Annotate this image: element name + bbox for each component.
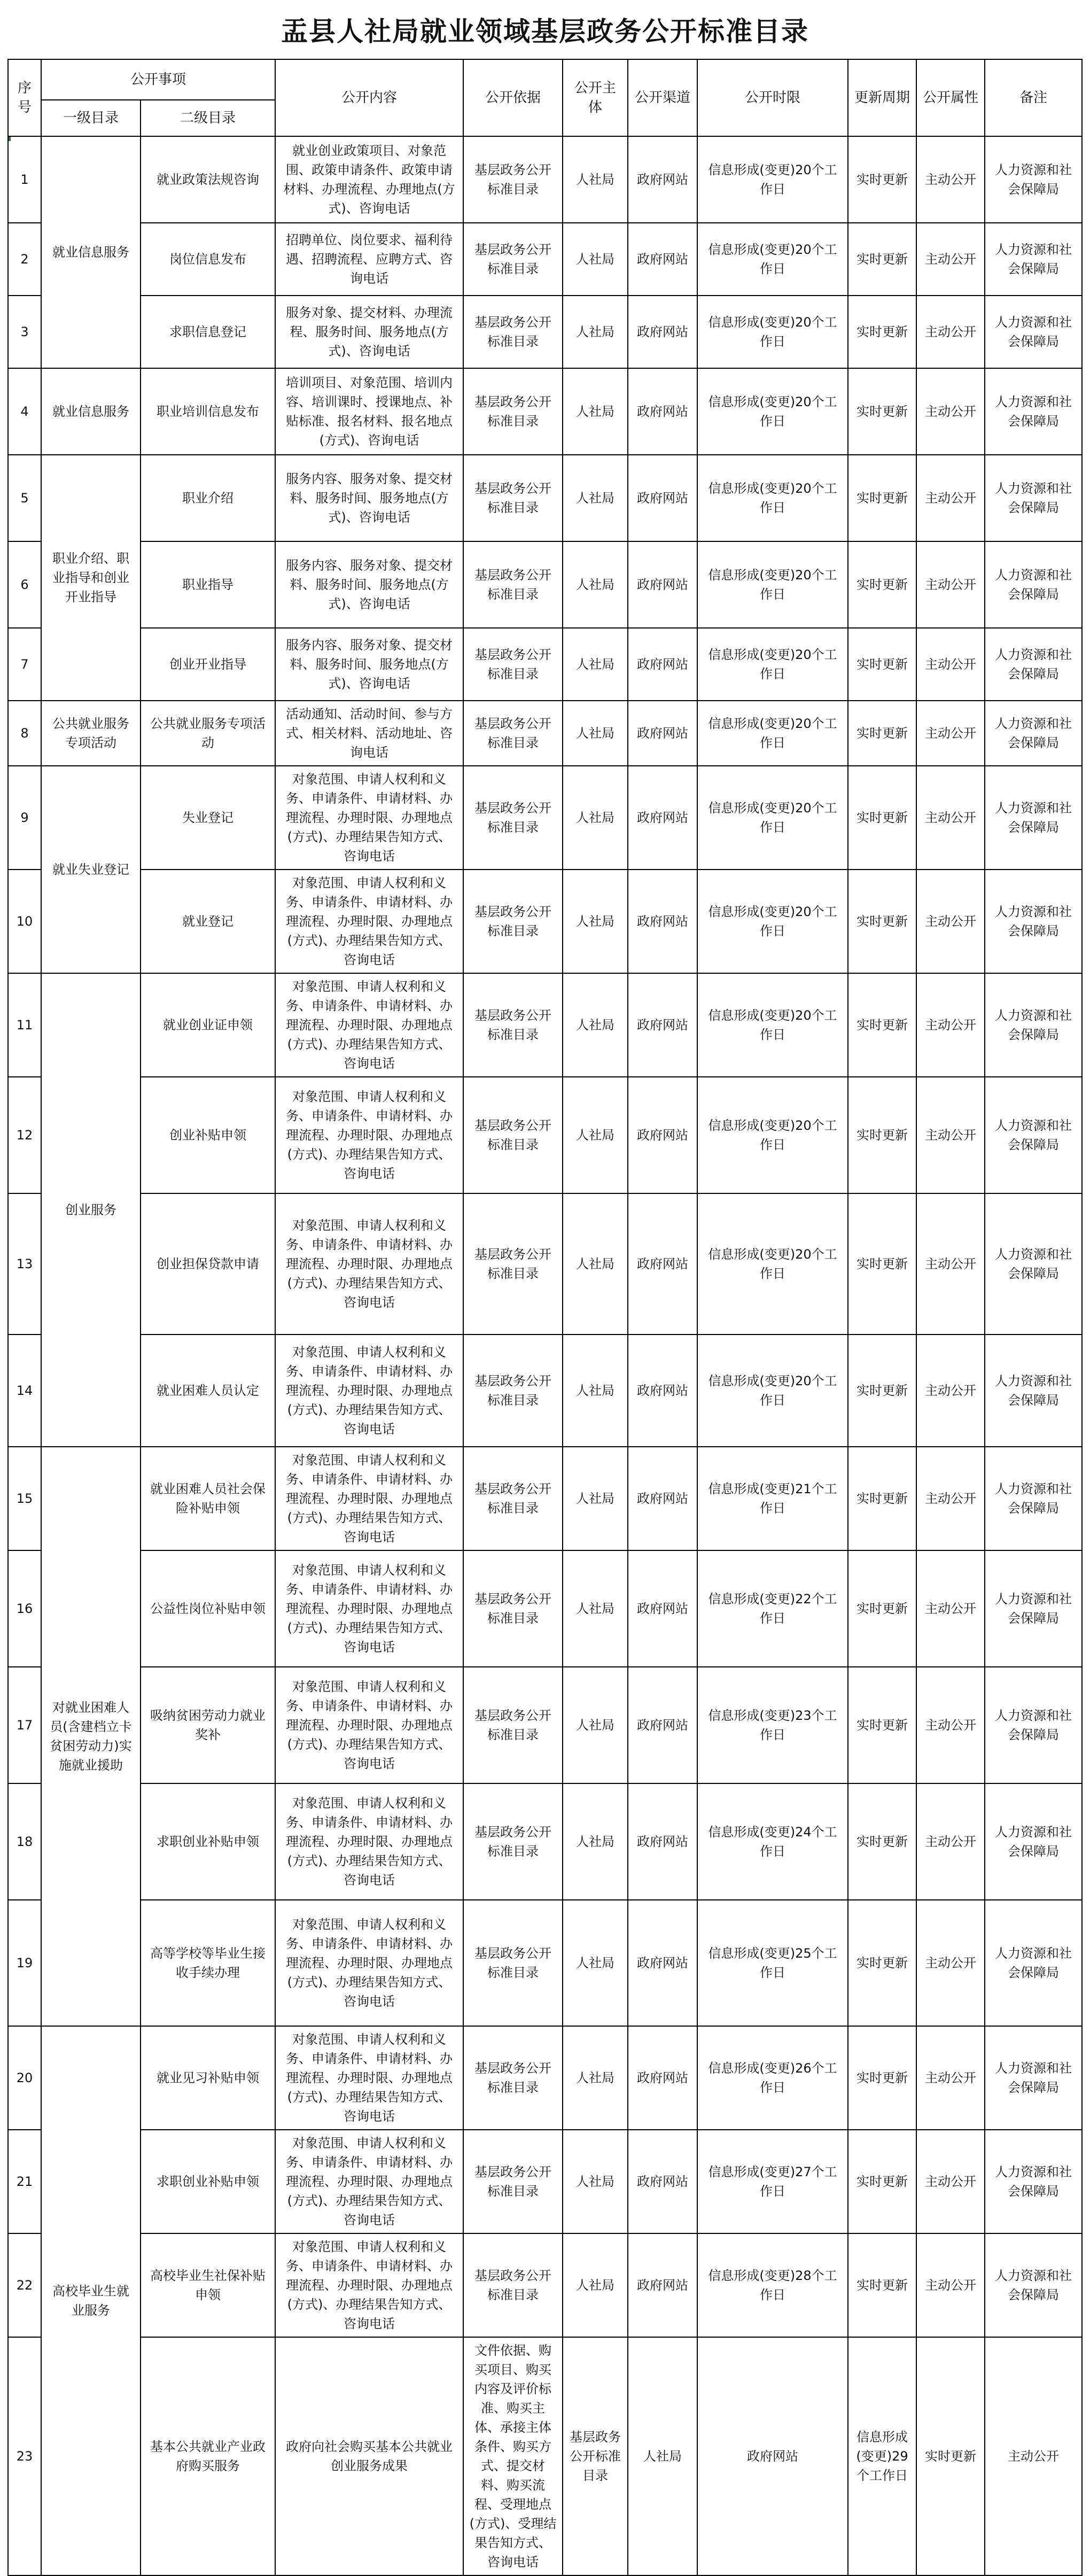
content-cell: 对象范围、申请人权利和义务、申请条件、申请材料、办理流程、办理时限、办理地点(方式)、办理结果告知方式、咨询电话 bbox=[275, 2130, 463, 2233]
seq-cell: 7 bbox=[8, 628, 41, 701]
attr-cell: 主动公开 bbox=[916, 1334, 985, 1447]
seq-cell: 6 bbox=[8, 541, 41, 628]
content-cell: 对象范围、申请人权利和义务、申请条件、申请材料、办理流程、办理时限、办理地点(方式)、办理结果告知方式、咨询电话 bbox=[275, 1193, 463, 1334]
level2-cell: 吸纳贫困劳动力就业奖补 bbox=[141, 1667, 275, 1783]
attr-cell: 主动公开 bbox=[916, 1783, 985, 1900]
attr-cell: 主动公开 bbox=[916, 2026, 985, 2130]
attr-cell: 主动公开 bbox=[916, 541, 985, 628]
seq-cell: 9 bbox=[8, 766, 41, 870]
level2-cell: 失业登记 bbox=[141, 766, 275, 870]
timelimit-cell: 信息形成(变更)20个工作日 bbox=[697, 296, 848, 368]
channel-cell: 政府网站 bbox=[628, 870, 697, 973]
timelimit-cell: 信息形成(变更)25个工作日 bbox=[697, 1900, 848, 2026]
attr-cell: 主动公开 bbox=[916, 1667, 985, 1783]
basis-cell: 基层政务公开标准目录 bbox=[463, 368, 563, 455]
level2-cell: 公共就业服务专项活动 bbox=[141, 701, 275, 766]
cycle-cell: 实时更新 bbox=[848, 136, 916, 223]
content-cell: 服务内容、服务对象、提交材料、服务时间、服务地点(方式)、咨询电话 bbox=[275, 541, 463, 628]
header-timelimit: 公开时限 bbox=[697, 59, 848, 136]
note-cell: 人力资源和社会保障局 bbox=[985, 541, 1082, 628]
seq-cell: 20 bbox=[8, 2026, 41, 2130]
note-cell: 人力资源和社会保障局 bbox=[985, 1077, 1082, 1193]
seq-cell: 23 bbox=[8, 2337, 41, 2575]
header-channel: 公开渠道 bbox=[628, 59, 697, 136]
table-row bbox=[8, 1077, 1082, 1193]
seq-cell: 14 bbox=[8, 1334, 41, 1447]
basis-cell: 基层政务公开标准目录 bbox=[463, 973, 563, 1077]
note-cell: 人力资源和社会保障局 bbox=[985, 2026, 1082, 2130]
channel-cell: 政府网站 bbox=[628, 973, 697, 1077]
table-row bbox=[8, 1334, 1082, 1447]
basis-cell: 基层政务公开标准目录 bbox=[463, 223, 563, 296]
table-row bbox=[8, 870, 1082, 973]
channel-cell: 政府网站 bbox=[628, 296, 697, 368]
cycle-cell: 实时更新 bbox=[848, 296, 916, 368]
content-cell: 对象范围、申请人权利和义务、申请条件、申请材料、办理流程、办理时限、办理地点(方式)、办理结果告知方式、咨询电话 bbox=[275, 2026, 463, 2130]
table-row bbox=[8, 1667, 1082, 1783]
basis-cell: 基层政务公开标准目录 bbox=[463, 1447, 563, 1550]
content-cell: 对象范围、申请人权利和义务、申请条件、申请材料、办理流程、办理时限、办理地点(方式)、办理结果告知方式、咨询电话 bbox=[275, 1783, 463, 1900]
content-cell: 对象范围、申请人权利和义务、申请条件、申请材料、办理流程、办理时限、办理地点(方式)、办理结果告知方式、咨询电话 bbox=[275, 1447, 463, 1550]
note-cell: 人力资源和社会保障局 bbox=[985, 1783, 1082, 1900]
timelimit-cell: 信息形成(变更)20个工作日 bbox=[697, 1193, 848, 1334]
attr-cell: 主动公开 bbox=[916, 1550, 985, 1667]
subject-cell: 人社局 bbox=[563, 766, 628, 870]
attr-cell: 主动公开 bbox=[916, 223, 985, 296]
header-items: 公开事项 bbox=[41, 59, 275, 100]
content-cell: 对象范围、申请人权利和义务、申请条件、申请材料、办理流程、办理时限、办理地点(方式)、办理结果告知方式、咨询电话 bbox=[275, 973, 463, 1077]
subject-cell: 人社局 bbox=[563, 1900, 628, 2026]
content-cell: 对象范围、申请人权利和义务、申请条件、申请材料、办理流程、办理时限、办理地点(方式)、办理结果告知方式、咨询电话 bbox=[275, 1667, 463, 1783]
level2-cell: 职业指导 bbox=[141, 541, 275, 628]
attr-cell: 主动公开 bbox=[916, 1193, 985, 1334]
cycle-cell: 实时更新 bbox=[848, 368, 916, 455]
level2-cell: 就业创业证申领 bbox=[141, 973, 275, 1077]
attr-cell: 主动公开 bbox=[916, 296, 985, 368]
header-level2: 二级目录 bbox=[141, 100, 275, 136]
channel-cell: 政府网站 bbox=[628, 701, 697, 766]
level2-cell: 公益性岗位补贴申领 bbox=[141, 1550, 275, 1667]
note-cell: 人力资源和社会保障局 bbox=[985, 628, 1082, 701]
note-cell: 人力资源和社会保障局 bbox=[985, 1447, 1082, 1550]
subject-cell: 人社局 bbox=[563, 455, 628, 541]
cycle-cell: 实时更新 bbox=[848, 223, 916, 296]
attr-cell: 主动公开 bbox=[916, 368, 985, 455]
header-row-1 bbox=[8, 59, 1082, 100]
header-cycle: 更新周期 bbox=[848, 59, 916, 136]
note-cell: 人力资源和社会保障局 bbox=[985, 455, 1082, 541]
table-row bbox=[8, 541, 1082, 628]
note-cell: 人力资源和社会保障局 bbox=[985, 136, 1082, 223]
basis-cell: 基层政务公开标准目录 bbox=[463, 1077, 563, 1193]
level1-cell: 就业信息服务 bbox=[41, 136, 141, 368]
content-cell: 对象范围、申请人权利和义务、申请条件、申请材料、办理流程、办理时限、办理地点(方式)、办理结果告知方式、咨询电话 bbox=[275, 1900, 463, 2026]
cycle-cell: 实时更新 bbox=[848, 1447, 916, 1550]
seq-cell: 2 bbox=[8, 223, 41, 296]
subject-cell: 人社局 bbox=[563, 2130, 628, 2233]
cycle-cell: 实时更新 bbox=[848, 455, 916, 541]
cycle-cell: 实时更新 bbox=[848, 628, 916, 701]
seq-cell: 19 bbox=[8, 1900, 41, 2026]
level1-cell: 创业服务 bbox=[41, 973, 141, 1447]
timelimit-cell: 信息形成(变更)20个工作日 bbox=[697, 1077, 848, 1193]
cycle-cell: 实时更新 bbox=[848, 973, 916, 1077]
timelimit-cell: 信息形成(变更)20个工作日 bbox=[697, 870, 848, 973]
attr-cell: 主动公开 bbox=[985, 2337, 1082, 2575]
content-cell: 对象范围、申请人权利和义务、申请条件、申请材料、办理流程、办理时限、办理地点(方式)、办理结果告知方式、咨询电话 bbox=[275, 870, 463, 973]
note-cell: 人力资源和社会保障局 bbox=[985, 368, 1082, 455]
subject-cell: 人社局 bbox=[563, 1193, 628, 1334]
channel-cell: 政府网站 bbox=[628, 1667, 697, 1783]
subject-cell: 人社局 bbox=[563, 973, 628, 1077]
subject-cell: 人社局 bbox=[563, 1783, 628, 1900]
note-cell: 人力资源和社会保障局 bbox=[985, 296, 1082, 368]
cycle-cell: 实时更新 bbox=[848, 766, 916, 870]
cycle-cell: 实时更新 bbox=[848, 2026, 916, 2130]
cycle-cell: 实时更新 bbox=[848, 870, 916, 973]
basis-cell: 基层政务公开标准目录 bbox=[463, 2233, 563, 2337]
cycle-cell: 实时更新 bbox=[848, 1783, 916, 1900]
header-note: 备注 bbox=[985, 59, 1082, 136]
content-cell: 对象范围、申请人权利和义务、申请条件、申请材料、办理流程、办理时限、办理地点(方式)、办理结果告知方式、咨询电话 bbox=[275, 1334, 463, 1447]
channel-cell: 政府网站 bbox=[628, 1077, 697, 1193]
table-row bbox=[8, 2130, 1082, 2233]
content-cell: 服务内容、服务对象、提交材料、服务时间、服务地点(方式)、咨询电话 bbox=[275, 628, 463, 701]
table-row bbox=[8, 766, 1082, 870]
attr-cell: 主动公开 bbox=[916, 1447, 985, 1550]
level2-cell: 求职创业补贴申领 bbox=[141, 1783, 275, 1900]
table-row bbox=[8, 296, 1082, 368]
subject-cell: 人社局 bbox=[563, 296, 628, 368]
table-body bbox=[8, 136, 1082, 2575]
basis-cell: 基层政务公开标准目录 bbox=[463, 701, 563, 766]
seq-cell: 3 bbox=[8, 296, 41, 368]
basis-cell: 基层政务公开标准目录 bbox=[463, 870, 563, 973]
basis-cell: 基层政务公开标准目录 bbox=[463, 541, 563, 628]
note-cell: 人力资源和社会保障局 bbox=[985, 1193, 1082, 1334]
level2-cell: 求职信息登记 bbox=[141, 296, 275, 368]
basis-cell: 基层政务公开标准目录 bbox=[463, 1783, 563, 1900]
level2-cell: 就业见习补贴申领 bbox=[141, 2026, 275, 2130]
seq-cell: 4 bbox=[8, 368, 41, 455]
content-cell: 对象范围、申请人权利和义务、申请条件、申请材料、办理流程、办理时限、办理地点(方式)、办理结果告知方式、咨询电话 bbox=[275, 1077, 463, 1193]
attr-cell: 主动公开 bbox=[916, 136, 985, 223]
subject-cell: 人社局 bbox=[563, 223, 628, 296]
attr-cell: 主动公开 bbox=[916, 973, 985, 1077]
seq-cell: 22 bbox=[8, 2233, 41, 2337]
channel-cell: 政府网站 bbox=[628, 2233, 697, 2337]
attr-cell: 主动公开 bbox=[916, 455, 985, 541]
subject-cell: 人社局 bbox=[563, 628, 628, 701]
seq-cell: 21 bbox=[8, 2130, 41, 2233]
timelimit-cell: 信息形成(变更)20个工作日 bbox=[697, 973, 848, 1077]
content-cell: 对象范围、申请人权利和义务、申请条件、申请材料、办理流程、办理时限、办理地点(方式)、办理结果告知方式、咨询电话 bbox=[275, 766, 463, 870]
level2-cell: 就业困难人员社会保险补贴申领 bbox=[141, 1447, 275, 1550]
seq-cell: 17 bbox=[8, 1667, 41, 1783]
seq-cell: 12 bbox=[8, 1077, 41, 1193]
table-row bbox=[8, 368, 1082, 455]
attr-cell: 主动公开 bbox=[916, 1900, 985, 2026]
subject-cell: 人社局 bbox=[563, 701, 628, 766]
level2-cell: 岗位信息发布 bbox=[141, 223, 275, 296]
table-row bbox=[8, 1783, 1082, 1900]
table-row bbox=[8, 2337, 1082, 2575]
table-row bbox=[8, 1550, 1082, 1667]
subject-cell: 人社局 bbox=[563, 2026, 628, 2130]
attr-cell: 主动公开 bbox=[916, 701, 985, 766]
seq-cell: 15 bbox=[8, 1447, 41, 1550]
subject-cell: 人社局 bbox=[563, 2233, 628, 2337]
timelimit-cell: 信息形成(变更)28个工作日 bbox=[697, 2233, 848, 2337]
timelimit-cell: 信息形成(变更)29个工作日 bbox=[848, 2337, 916, 2575]
header-basis: 公开依据 bbox=[463, 59, 563, 136]
table-row bbox=[8, 701, 1082, 766]
content-cell: 文件依据、购买项目、购买内容及评价标准、购买主体、承接主体条件、购买方式、提交材料、购买流程、受理地点(方式)、受理结果告知方式、咨询电话 bbox=[463, 2337, 563, 2575]
header-content: 公开内容 bbox=[275, 59, 463, 136]
cycle-cell: 实时更新 bbox=[848, 2130, 916, 2233]
content-cell: 对象范围、申请人权利和义务、申请条件、申请材料、办理流程、办理时限、办理地点(方式)、办理结果告知方式、咨询电话 bbox=[275, 2233, 463, 2337]
table-row bbox=[8, 136, 1082, 223]
basis-cell: 基层政务公开标准目录 bbox=[463, 2130, 563, 2233]
header-level1: 一级目录 bbox=[41, 100, 141, 136]
channel-cell: 政府网站 bbox=[628, 455, 697, 541]
level2-cell: 职业培训信息发布 bbox=[141, 368, 275, 455]
content-cell: 招聘单位、岗位要求、福利待遇、招聘流程、应聘方式、咨询电话 bbox=[275, 223, 463, 296]
seq-cell: 8 bbox=[8, 701, 41, 766]
timelimit-cell: 信息形成(变更)20个工作日 bbox=[697, 136, 848, 223]
level2-cell: 创业担保贷款申请 bbox=[141, 1193, 275, 1334]
note-cell: 人力资源和社会保障局 bbox=[985, 2130, 1082, 2233]
level1-cell: 高校毕业生就业服务 bbox=[41, 2026, 141, 2575]
channel-cell: 政府网站 bbox=[628, 1550, 697, 1667]
seq-cell: 1 bbox=[8, 136, 41, 223]
subject-cell: 人社局 bbox=[563, 541, 628, 628]
attr-cell: 主动公开 bbox=[916, 766, 985, 870]
table-row bbox=[8, 1900, 1082, 2026]
basis-cell: 基层政务公开标准目录 bbox=[463, 455, 563, 541]
table-row bbox=[8, 1447, 1082, 1550]
cycle-cell: 实时更新 bbox=[848, 541, 916, 628]
level2-cell: 就业困难人员认定 bbox=[141, 1334, 275, 1447]
basis-cell: 基层政务公开标准目录 bbox=[463, 1334, 563, 1447]
disclosure-table bbox=[7, 59, 1083, 2576]
basis-cell: 基层政务公开标准目录 bbox=[463, 2026, 563, 2130]
channel-cell: 政府网站 bbox=[628, 2130, 697, 2233]
timelimit-cell: 信息形成(变更)20个工作日 bbox=[697, 455, 848, 541]
level2-cell: 创业补贴申领 bbox=[141, 1077, 275, 1193]
seq-cell: 16 bbox=[8, 1550, 41, 1667]
level1-cell: 公共就业服务专项活动 bbox=[41, 701, 141, 766]
content-cell: 对象范围、申请人权利和义务、申请条件、申请材料、办理流程、办理时限、办理地点(方式)、办理结果告知方式、咨询电话 bbox=[275, 1550, 463, 1667]
seq-cell: 13 bbox=[8, 1193, 41, 1334]
cycle-cell: 实时更新 bbox=[848, 1550, 916, 1667]
note-cell: 人力资源和社会保障局 bbox=[985, 1667, 1082, 1783]
level1-cell: 基本公共就业产业政府购买服务 bbox=[141, 2337, 275, 2575]
level2-cell: 高校毕业生社保补贴申领 bbox=[141, 2233, 275, 2337]
cycle-cell: 实时更新 bbox=[848, 1900, 916, 2026]
level1-cell: 就业失业登记 bbox=[41, 766, 141, 973]
level2-cell: 政府向社会购买基本公共就业创业服务成果 bbox=[275, 2337, 463, 2575]
basis-cell: 基层政务公开标准目录 bbox=[463, 136, 563, 223]
channel-cell: 政府网站 bbox=[697, 2337, 848, 2575]
content-cell: 培训项目、对象范围、培训内容、培训课时、授课地点、补贴标准、报名材料、报名地点(方式)、咨询电话 bbox=[275, 368, 463, 455]
note-cell: 人力资源和社会保障局 bbox=[985, 766, 1082, 870]
channel-cell: 政府网站 bbox=[628, 1193, 697, 1334]
header-subject: 公开主体 bbox=[563, 59, 628, 136]
attr-cell: 主动公开 bbox=[916, 870, 985, 973]
cycle-cell: 实时更新 bbox=[848, 701, 916, 766]
timelimit-cell: 信息形成(变更)27个工作日 bbox=[697, 2130, 848, 2233]
level2-cell: 高等学校等毕业生接收手续办理 bbox=[141, 1900, 275, 2026]
content-cell: 就业创业政策项目、对象范围、政策申请条件、政策申请材料、办理流程、办理地点(方式)、咨询电话 bbox=[275, 136, 463, 223]
content-cell: 服务内容、服务对象、提交材料、服务时间、服务地点(方式)、咨询电话 bbox=[275, 455, 463, 541]
note-cell: 人力资源和社会保障局 bbox=[985, 1334, 1082, 1447]
timelimit-cell: 信息形成(变更)24个工作日 bbox=[697, 1783, 848, 1900]
subject-cell: 人社局 bbox=[563, 368, 628, 455]
cycle-cell: 实时更新 bbox=[848, 2233, 916, 2337]
document-title: 盂县人社局就业领域基层政务公开标准目录 bbox=[281, 15, 809, 47]
subject-cell: 人社局 bbox=[563, 136, 628, 223]
basis-cell: 基层政务公开标准目录 bbox=[563, 2337, 628, 2575]
attr-cell: 主动公开 bbox=[916, 2130, 985, 2233]
timelimit-cell: 信息形成(变更)26个工作日 bbox=[697, 2026, 848, 2130]
table-row bbox=[8, 628, 1082, 701]
level2-cell: 创业开业指导 bbox=[141, 628, 275, 701]
subject-cell: 人社局 bbox=[563, 870, 628, 973]
channel-cell: 政府网站 bbox=[628, 223, 697, 296]
timelimit-cell: 信息形成(变更)22个工作日 bbox=[697, 1550, 848, 1667]
channel-cell: 政府网站 bbox=[628, 2026, 697, 2130]
table-row bbox=[8, 973, 1082, 1077]
level2-cell: 就业政策法规咨询 bbox=[141, 136, 275, 223]
timelimit-cell: 信息形成(变更)21个工作日 bbox=[697, 1447, 848, 1550]
table-row bbox=[8, 2233, 1082, 2337]
subject-cell: 人社局 bbox=[563, 1334, 628, 1447]
timelimit-cell: 信息形成(变更)20个工作日 bbox=[697, 1334, 848, 1447]
subject-cell: 人社局 bbox=[563, 1667, 628, 1783]
note-cell: 人力资源和社会保障局 bbox=[985, 870, 1082, 973]
level2-cell: 职业介绍 bbox=[141, 455, 275, 541]
attr-cell: 主动公开 bbox=[916, 628, 985, 701]
timelimit-cell: 信息形成(变更)20个工作日 bbox=[697, 628, 848, 701]
subject-cell: 人社局 bbox=[563, 1077, 628, 1193]
cycle-cell: 实时更新 bbox=[916, 2337, 985, 2575]
seq-cell: 11 bbox=[8, 973, 41, 1077]
basis-cell: 基层政务公开标准目录 bbox=[463, 1900, 563, 2026]
cycle-cell: 实时更新 bbox=[848, 1667, 916, 1783]
note-cell: 人力资源和社会保障局 bbox=[985, 701, 1082, 766]
note-cell: 人力资源和社会保障局 bbox=[985, 1900, 1082, 2026]
subject-cell: 人社局 bbox=[563, 1447, 628, 1550]
attr-cell: 主动公开 bbox=[916, 2233, 985, 2337]
subject-cell: 人社局 bbox=[563, 1550, 628, 1667]
basis-cell: 基层政务公开标准目录 bbox=[463, 296, 563, 368]
timelimit-cell: 信息形成(变更)20个工作日 bbox=[697, 701, 848, 766]
channel-cell: 政府网站 bbox=[628, 1900, 697, 2026]
table-row bbox=[8, 455, 1082, 541]
channel-cell: 政府网站 bbox=[628, 1783, 697, 1900]
basis-cell: 基层政务公开标准目录 bbox=[463, 1193, 563, 1334]
channel-cell: 政府网站 bbox=[628, 541, 697, 628]
note-cell: 人力资源和社会保障局 bbox=[985, 973, 1082, 1077]
note-cell: 人力资源和社会保障局 bbox=[985, 1550, 1082, 1667]
table-row bbox=[8, 1193, 1082, 1334]
channel-cell: 政府网站 bbox=[628, 766, 697, 870]
timelimit-cell: 信息形成(变更)20个工作日 bbox=[697, 766, 848, 870]
level1-cell: 对就业困难人员(含建档立卡贫困劳动力)实施就业援助 bbox=[41, 1447, 141, 2026]
cycle-cell: 实时更新 bbox=[848, 1334, 916, 1447]
basis-cell: 基层政务公开标准目录 bbox=[463, 766, 563, 870]
channel-cell: 政府网站 bbox=[628, 628, 697, 701]
content-cell: 服务对象、提交材料、办理流程、服务时间、服务地点(方式)、咨询电话 bbox=[275, 296, 463, 368]
header-seq: 序号 bbox=[8, 59, 41, 136]
cycle-cell: 实时更新 bbox=[848, 1193, 916, 1334]
cycle-cell: 实时更新 bbox=[848, 1077, 916, 1193]
table-row bbox=[8, 223, 1082, 296]
seq-cell: 18 bbox=[8, 1783, 41, 1900]
channel-cell: 政府网站 bbox=[628, 1447, 697, 1550]
seq-cell: 5 bbox=[8, 455, 41, 541]
channel-cell: 政府网站 bbox=[628, 136, 697, 223]
channel-cell: 政府网站 bbox=[628, 368, 697, 455]
level2-cell: 求职创业补贴申领 bbox=[141, 2130, 275, 2233]
timelimit-cell: 信息形成(变更)23个工作日 bbox=[697, 1667, 848, 1783]
header-attr: 公开属性 bbox=[916, 59, 985, 136]
timelimit-cell: 信息形成(变更)20个工作日 bbox=[697, 223, 848, 296]
note-cell: 人力资源和社会保障局 bbox=[985, 223, 1082, 296]
table-row bbox=[8, 2026, 1082, 2130]
basis-cell: 基层政务公开标准目录 bbox=[463, 1667, 563, 1783]
basis-cell: 基层政务公开标准目录 bbox=[463, 628, 563, 701]
content-cell: 活动通知、活动时间、参与方式、相关材料、活动地址、咨询电话 bbox=[275, 701, 463, 766]
note-cell: 人力资源和社会保障局 bbox=[985, 2233, 1082, 2337]
timelimit-cell: 信息形成(变更)20个工作日 bbox=[697, 541, 848, 628]
attr-cell: 主动公开 bbox=[916, 1077, 985, 1193]
basis-cell: 基层政务公开标准目录 bbox=[463, 1550, 563, 1667]
level1-cell: 职业介绍、职业指导和创业开业指导 bbox=[41, 455, 141, 701]
subject-cell: 人社局 bbox=[628, 2337, 697, 2575]
level2-cell: 就业登记 bbox=[141, 870, 275, 973]
timelimit-cell: 信息形成(变更)20个工作日 bbox=[697, 368, 848, 455]
level1-cell: 就业信息服务 bbox=[41, 368, 141, 455]
seq-cell: 10 bbox=[8, 870, 41, 973]
channel-cell: 政府网站 bbox=[628, 1334, 697, 1447]
